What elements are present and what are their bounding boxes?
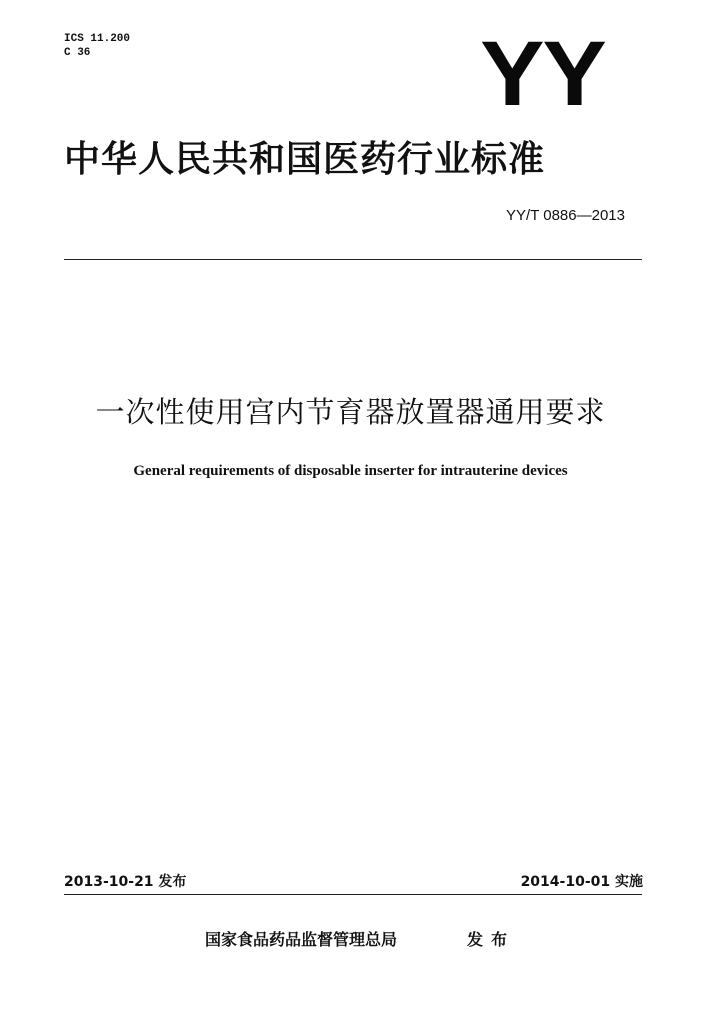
ics-block bbox=[64, 32, 130, 60]
standard-number: YY/T 0886—2013 bbox=[506, 207, 625, 224]
classification-code: C 36 bbox=[64, 47, 91, 59]
standard-title: 中华人民共和国医药行业标准 bbox=[64, 139, 546, 180]
ics-code: ICS 11.200 bbox=[64, 33, 131, 45]
top-divider bbox=[64, 259, 642, 260]
document-title-chinese: 一次性使用宫内节育器放置器通用要求 bbox=[95, 395, 606, 429]
issue-date: 2013-10-21 发布 bbox=[64, 874, 187, 890]
bottom-divider bbox=[64, 894, 642, 895]
yy-logo: YY bbox=[480, 23, 605, 125]
issuing-authority: 国家食品药品监督管理总局 bbox=[205, 930, 398, 949]
implementation-date: 2014-10-01 实施 bbox=[520, 874, 643, 890]
issuing-action: 发布 bbox=[467, 930, 516, 949]
document-title-english: General requirements of disposable inserter for intrauterine devices bbox=[133, 463, 568, 479]
